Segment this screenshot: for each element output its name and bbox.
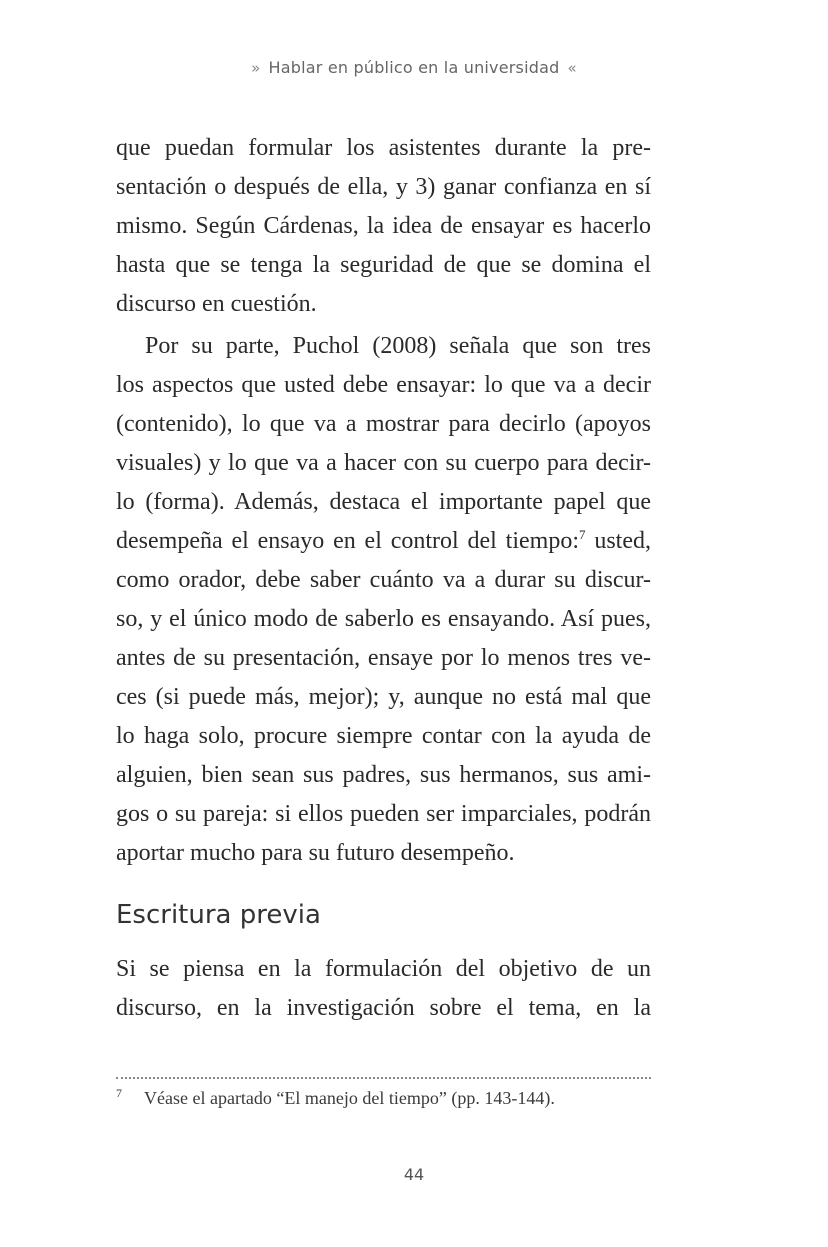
paragraph-puchol xyxy=(116,327,651,873)
header-left-marker: » xyxy=(251,59,261,77)
text-line: Por su parte, Puchol (2008) señala que son tres xyxy=(145,333,651,359)
text-line: sentación o después de ella, y 3) ganar confianza en sí xyxy=(116,174,651,200)
text-line: antes de su presentación, ensaye por lo menos tres ve- xyxy=(116,645,651,671)
footnote-number: 7 xyxy=(116,1086,122,1100)
text-line: discurso, en la investigación sobre el tema, en la xyxy=(116,995,651,1021)
text-line: como orador, debe saber cuánto va a durar su discur- xyxy=(116,567,651,593)
paragraph-continuation xyxy=(116,129,651,324)
paragraph-escritura xyxy=(116,950,651,1028)
text-line: ces (si puede más, mejor); y, aunque no está mal que xyxy=(116,684,651,710)
header-title: Hablar en público en la universidad xyxy=(268,58,560,77)
header-right-marker: « xyxy=(567,59,577,77)
text-line: alguien, bien sean sus padres, sus hermanos, sus ami- xyxy=(116,762,651,788)
text-line-with-footnote xyxy=(116,522,651,561)
text-line: los aspectos que usted debe ensayar: lo que va a decir xyxy=(116,372,651,398)
text-line: hasta que se tenga la seguridad de que se domina el xyxy=(116,252,651,278)
text-line: lo (forma). Además, destaca el importante papel que xyxy=(116,489,651,515)
footnote-divider xyxy=(116,1077,651,1079)
section-heading: Escritura previa xyxy=(116,900,321,930)
footnote-text: Véase el apartado “El manejo del tiempo” (pp. 143-144). xyxy=(144,1088,555,1108)
text-line: aportar mucho para su futuro desempeño. xyxy=(116,840,515,866)
text-segment: usted, xyxy=(585,528,651,554)
text-line: Si se piensa en la formulación del objetivo de un xyxy=(116,956,651,982)
running-header xyxy=(0,58,828,77)
text-line: (contenido), lo que va a mostrar para decirlo (apoyos xyxy=(116,411,651,437)
text-line: que puedan formular los asistentes durante la pre- xyxy=(116,135,651,161)
text-segment: desempeña el ensayo en el control del tiempo: xyxy=(116,528,579,554)
text-line: mismo. Según Cárdenas, la idea de ensayar es hacerlo xyxy=(116,213,651,239)
text-line: lo haga solo, procure siempre contar con la ayuda de xyxy=(116,723,651,749)
page-number: 44 xyxy=(403,1165,425,1184)
text-line: so, y el único modo de saberlo es ensayando. Así pues, xyxy=(116,606,651,632)
text-line: visuales) y lo que va a hacer con su cuerpo para decir- xyxy=(116,450,651,476)
text-line: gos o su pareja: si ellos pueden ser imparciales, podrán xyxy=(116,801,651,827)
text-line: discurso en cuestión. xyxy=(116,291,317,317)
footnote xyxy=(116,1088,651,1109)
footnote-reference[interactable]: 7 xyxy=(579,527,586,542)
